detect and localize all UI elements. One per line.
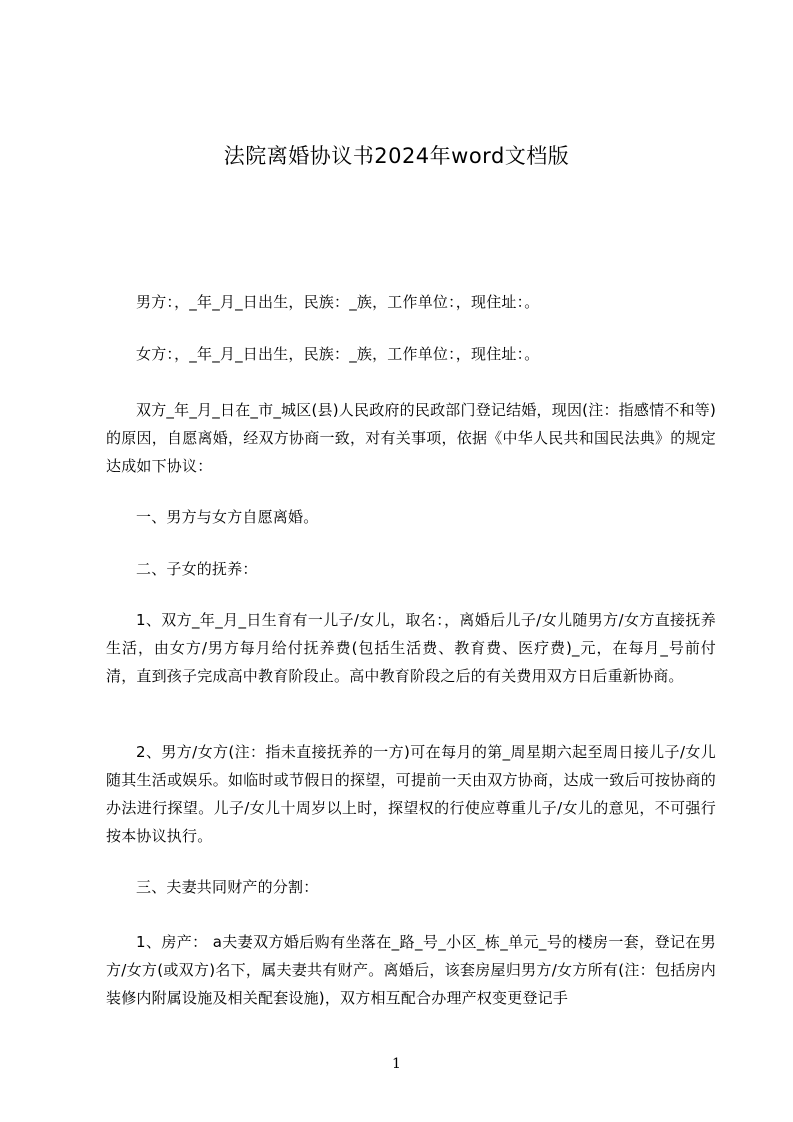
paragraph-child-support: [106, 606, 716, 690]
section-heading-property-division: [106, 873, 716, 901]
section-heading-child-custody: [106, 555, 716, 583]
paragraph-text: 1、双方_年_月_日生育有一儿子/女儿，取名：，离婚后儿子/女儿随男方/女方直接抚养生活，由女方/男方每月给付抚养费(包括生活费、教育费、医疗费)_元，在每月_号前付清，直到孩子完成高中教育阶段止。高中教育阶段之后的有关费用双方日后重新协商。: [106, 611, 716, 685]
paragraph-visitation: [106, 738, 716, 850]
paragraph-text: 一、男方与女方自愿离婚。: [136, 508, 319, 526]
paragraph-husband-info: [106, 288, 716, 316]
paragraph-marriage-background: [106, 396, 716, 480]
paragraph-text: 双方_年_月_日在_市_城区(县)人民政府的民政部门登记结婚，现因(注：指感情不和等)的原因，自愿离婚，经双方协商一致，对有关事项，依据《中华人民共和国民法典》的规定达成如下协议：: [106, 401, 716, 475]
paragraph-text: 女方：，_年_月_日出生，民族：_族，工作单位：，现住址：。: [136, 345, 540, 363]
page-number: 1: [392, 1056, 401, 1072]
section-heading-divorce: [106, 503, 716, 531]
paragraph-text: 2、男方/女方(注：指未直接抚养的一方)可在每月的第_周星期六起至周日接儿子/女儿随其生活或娱乐。如临时或节假日的探望，可提前一天由双方协商，达成一致后可按协商的办法进行探望。儿子/女儿十周岁以上时，探望权的行使应尊重儿子/女儿的意见，不可强行按本协议执行。: [106, 743, 716, 845]
paragraph-real-estate: [106, 928, 716, 1012]
paragraph-text: 1、房产： a夫妻双方婚后购有坐落在_路_号_小区_栋_单元_号的楼房一套，登记在男方/女方(或双方)名下，属夫妻共有财产。离婚后，该套房屋归男方/女方所有(注：包括房内装修内附属设施及相关配套设施)，双方相互配合办理产权变更登记手: [106, 933, 716, 1007]
paragraph-text: 二、子女的抚养：: [136, 560, 258, 578]
paragraph-text: 三、夫妻共同财产的分割：: [136, 878, 319, 896]
paragraph-wife-info: [106, 340, 716, 368]
paragraph-text: 男方：，_年_月_日出生，民族：_族，工作单位：，现住址：。: [136, 293, 540, 311]
document-title: 法院离婚协议书2024年word文档版: [223, 144, 570, 168]
